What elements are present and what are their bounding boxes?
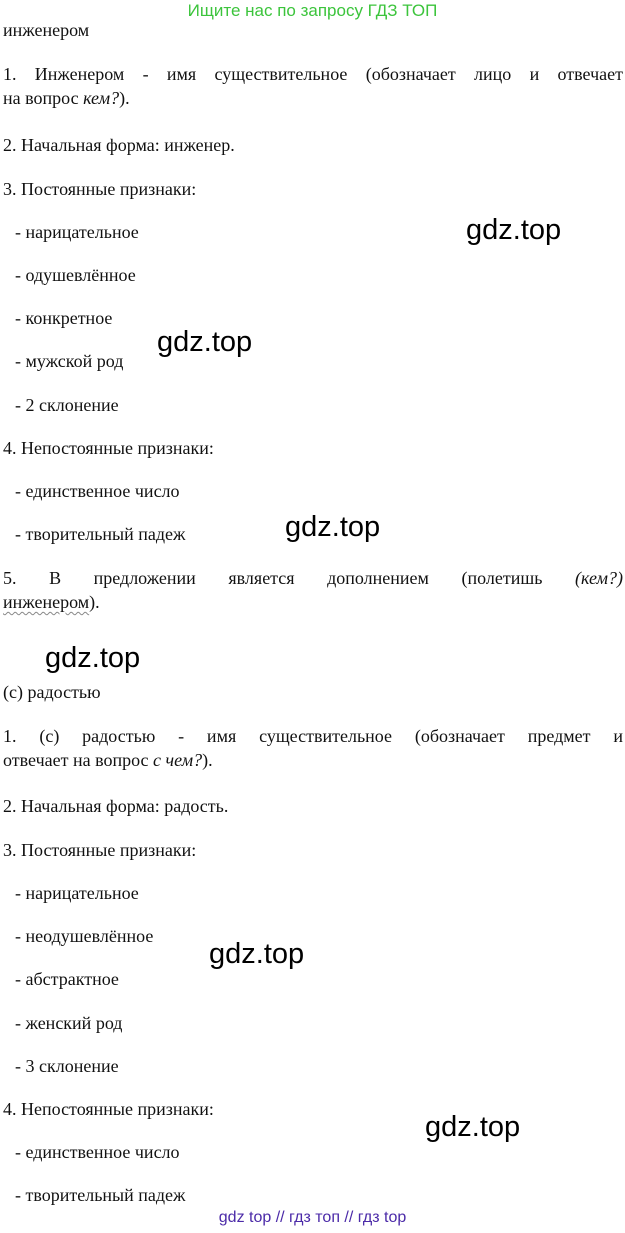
word1-paragraph-3: 3. Постоянные признаки:: [3, 179, 197, 199]
top-banner: Ищите нас по запросу ГДЗ ТОП: [187, 1, 438, 20]
word1-const-item: - мужской род: [15, 351, 124, 371]
word1-paragraph-5: [3, 566, 623, 614]
word2-nonconst-item: - творительный падеж: [15, 1185, 186, 1205]
word1-const-item: - одушевлённое: [15, 265, 136, 285]
word2-heading: (с) радостью: [3, 682, 101, 702]
word1-const-item: - конкретное: [15, 308, 113, 328]
word1-heading: инженером: [3, 20, 90, 40]
word2-p1-line1: 1. (с) радостью - имя существительное (обозначает предмет и: [3, 726, 623, 746]
word2-paragraph-1: [3, 724, 623, 772]
watermark: gdz.top: [209, 938, 305, 970]
word1-nonconst-item: - творительный падеж: [15, 524, 186, 544]
bottom-banner: gdz top // гдз топ // гдз top: [218, 1209, 407, 1226]
word1-p1-end: ).: [119, 88, 130, 108]
word2-p1-line2: отвечает на вопрос: [3, 750, 154, 770]
word1-p5-line1: [3, 566, 623, 590]
watermark: gdz.top: [45, 642, 141, 674]
word1-nonconst-item: - единственное число: [15, 481, 180, 501]
watermark: gdz.top: [425, 1111, 521, 1143]
watermark: gdz.top: [157, 326, 253, 358]
word1-paragraph-2: 2. Начальная форма: инженер.: [3, 135, 235, 155]
watermark: gdz.top: [285, 511, 381, 543]
word1-p1-line1: 1. Инженером - имя существительное (обозначает лицо и отвечает: [3, 64, 623, 84]
word2-const-item: - женский род: [15, 1013, 123, 1033]
word2-paragraph-2: 2. Начальная форма: радость.: [3, 796, 229, 816]
word1-p1-line2: на вопрос: [3, 88, 84, 108]
watermark: gdz.top: [466, 214, 562, 246]
word1-p1-question: кем?: [83, 88, 120, 108]
word1-const-item: - нарицательное: [15, 222, 139, 242]
word1-const-item: - 2 склонение: [15, 395, 119, 415]
word2-const-item: - абстрактное: [15, 969, 119, 989]
word2-const-item: - неодушевлённое: [15, 926, 154, 946]
word2-const-item: - 3 склонение: [15, 1056, 119, 1076]
word1-paragraph-4: 4. Непостоянные признаки:: [3, 438, 214, 458]
word2-paragraph-3: 3. Постоянные признаки:: [3, 840, 197, 860]
word2-nonconst-item: - единственное число: [15, 1142, 180, 1162]
word2-const-item: - нарицательное: [15, 883, 139, 903]
word1-paragraph-1: [3, 62, 623, 110]
word1-p5-text: 5. В предложении является дополнением (полетишь: [3, 568, 575, 588]
word2-p1-end: ).: [202, 750, 213, 770]
word2-paragraph-4: 4. Непостоянные признаки:: [3, 1099, 214, 1119]
word1-p5-word: инженером: [3, 592, 90, 612]
word2-p1-question: с чем?: [153, 750, 203, 770]
word1-p5-end: ).: [89, 592, 100, 612]
word1-p5-question: (кем?): [575, 568, 623, 588]
